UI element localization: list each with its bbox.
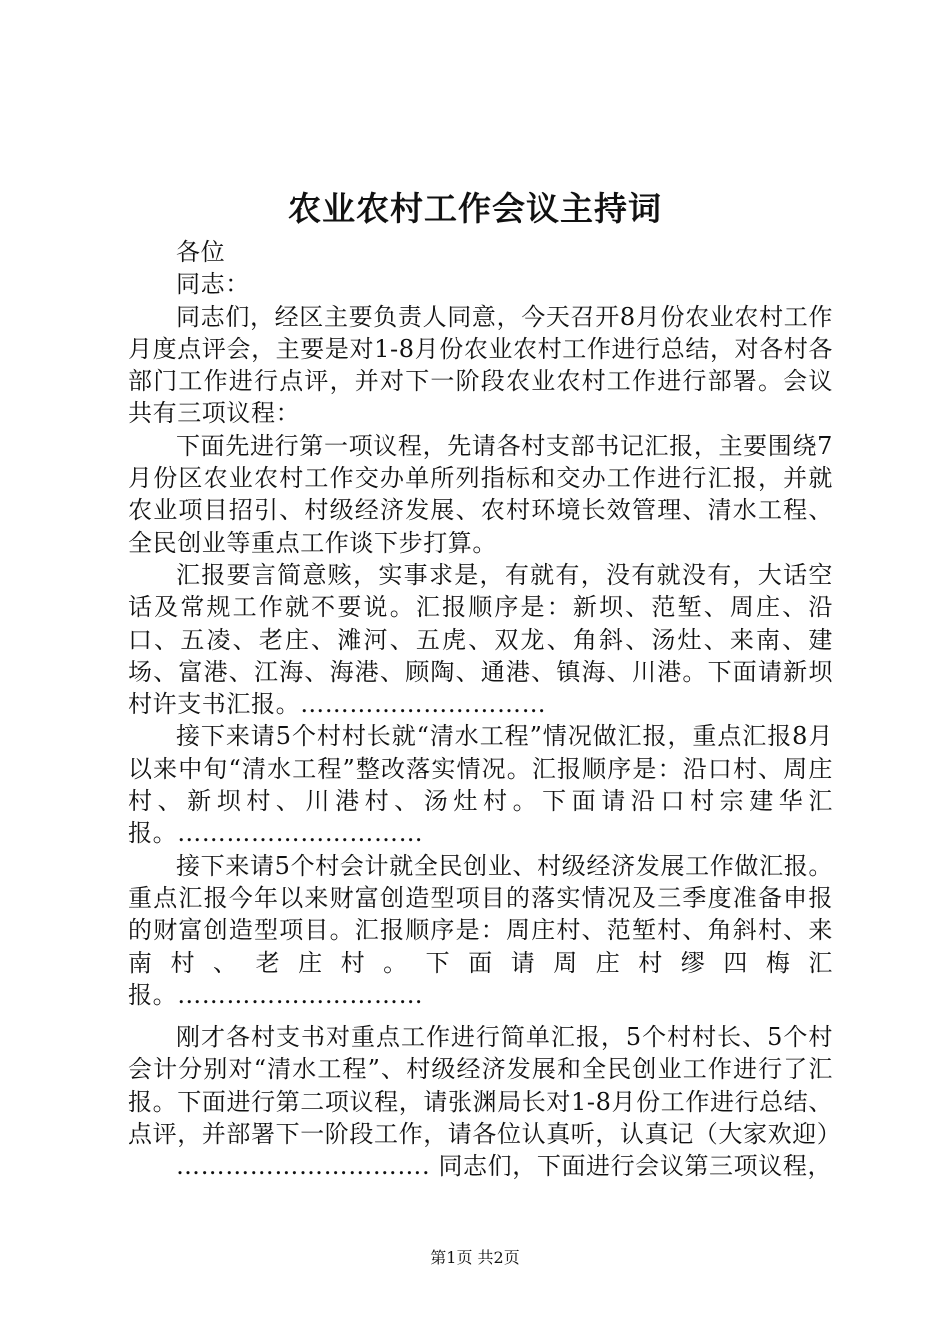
paragraph-entrepreneurship: 接下来请5个村会计就全民创业、村级经济发展工作做汇报。重点汇报今年以来财富创造型项目的落实情况及三季度准备申报的财富创造型项目。汇报顺序是：周庄村、范堑村、角斜村、来南村、老庄村。下面请周庄村缪四梅汇报。………………………… bbox=[128, 851, 833, 1009]
paragraph-agenda-two: 刚才各村支书对重点工作进行简单汇报，5个村村长、5个村会计分别对“清水工程”、村级经济发展和全民创业工作进行了汇报。下面进行第二项议程，请张渊局长对1-8月份工作进行总结、点评，并部署下一阶段工作，请各位认真听，认真记（大家欢迎） bbox=[128, 1023, 842, 1149]
paragraph-report-order: 汇报要言简意赅，实事求是，有就有，没有就没有，大话空话及常规工作就不要说。汇报顺序是：新坝、范堑、周庄、沿口、五凌、老庄、滩河、五虎、双龙、角斜、汤灶、来南、建场、富港、江海、海港、顾陶、通港、镇海、川港。下面请新坝村许支书汇报。………………………… bbox=[128, 560, 833, 719]
paragraph-agenda-three: …………………………. 同志们，下面进行会议第三项议程， bbox=[176, 1152, 833, 1181]
paragraph-salutation-2: 同志： bbox=[176, 270, 250, 299]
page-footer: 第1页 共2页 bbox=[430, 1248, 520, 1267]
paragraph-agenda-one: 下面先进行第一项议程，先请各村支部书记汇报，主要围绕7月份区农业农村工作交办单所列指标和交办工作进行汇报，并就农业项目招引、村级经济发展、农村环境长效管理、清水工程、全民创业等重点工作谈下步打算。 bbox=[128, 431, 833, 557]
paragraph-intro: 同志们，经区主要负责人同意，今天召开8月份农业农村工作月度点评会，主要是对1-8月份农业农村工作进行总结，对各村各部门工作进行点评，并对下一阶段农业农村工作进行部署。会议共有三项议程： bbox=[128, 302, 833, 428]
document-body bbox=[128, 236, 842, 1183]
document-title: 农业农村工作会议主持词 bbox=[288, 189, 662, 228]
paragraph-water-project: 接下来请5个村村长就“清水工程”情况做汇报，重点汇报8月以来中旬“清水工程”整改落实情况。汇报顺序是：沿口村、周庄村、新坝村、川港村、汤灶村。下面请沿口村宗建华汇报。………………………… bbox=[128, 722, 833, 848]
paragraph-salutation-1: 各位 bbox=[176, 238, 226, 266]
